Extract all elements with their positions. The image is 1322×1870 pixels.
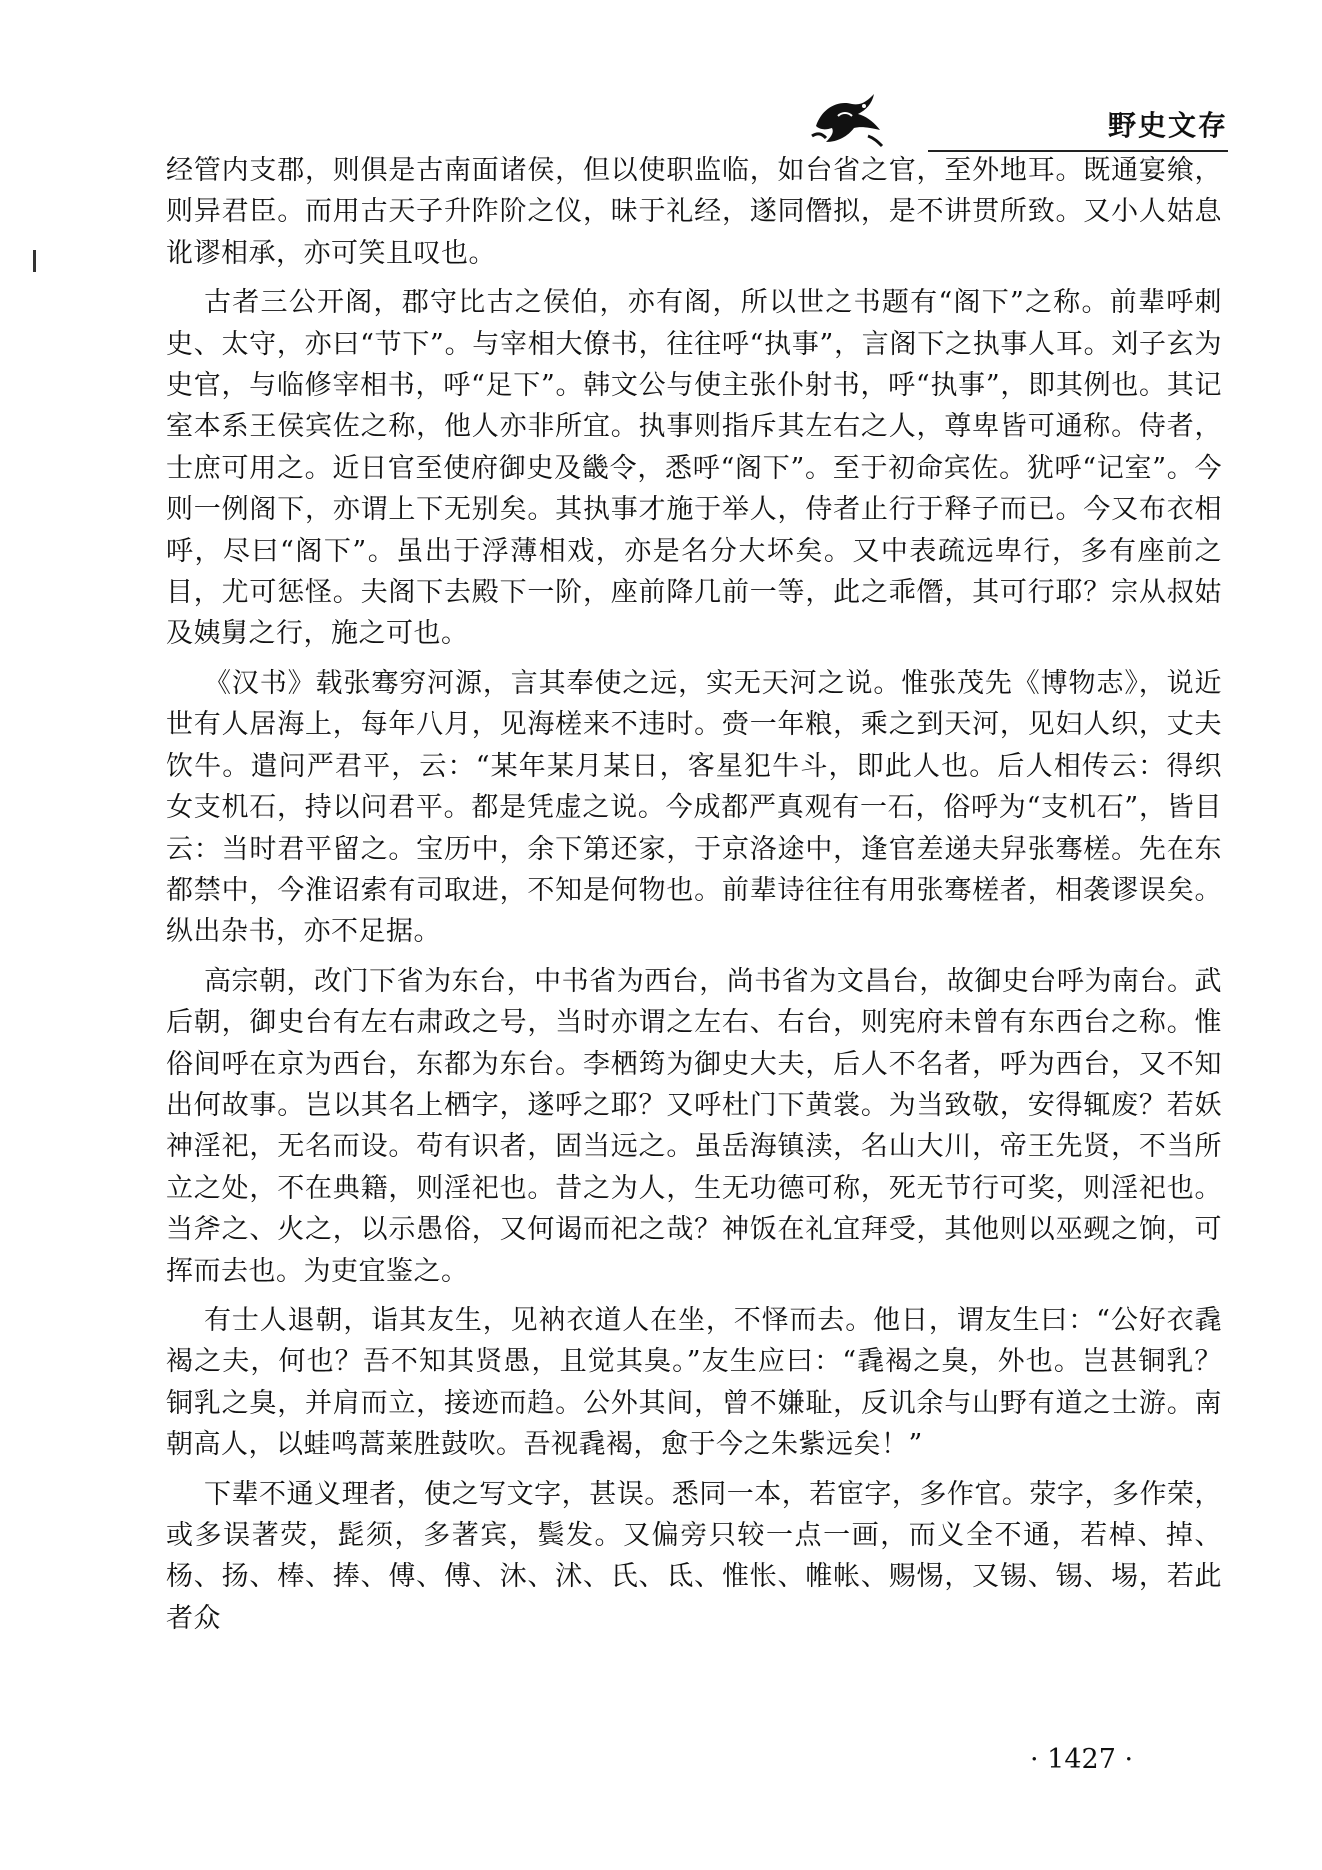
paragraph-shiren: 有士人退朝，诣其友生，见衲衣道人在坐，不怿而去。他日，谓友生曰：“公好衣毳褐之夫，何也？吾不知其贤愚，且觉其臭。”友生应曰：“毳褐之臭，外也。岂甚铜乳？铜乳之臭，并肩而立，接迹而趋。公外其间，曾不嫌耻，反讥余与山野有道之士游。南朝高人，以蛙鸣蒿莱胜鼓吹。吾视毳褐，愈于今之朱紫远矣！” [166,1304,1222,1461]
page-number: · 1427 · [1030,1744,1134,1775]
paragraph-xiabei: 下辈不通义理者，使之写文字，甚误。悉同一本，若宦字，多作官。荥字，多作荣，或多误著荧，髭须，多著宾，鬓发。又偏旁只较一点一画，而义全不通，若棹、掉、杨、扬、棒、捧、傅、傅、沐、沭、氏、氐、惟怅、帷帐、赐惕，又锡、锡、埸，若此者众 [166,1478,1222,1634]
running-header [808,86,1228,154]
paragraph-hanshu: 《汉书》载张骞穷河源，言其奉使之远，实无天河之说。惟张茂先《博物志》，说近世有人居海上，每年八月，见海槎来不违时。赍一年粮，乘之到天河，见妇人织，丈夫饮牛。遣问严君平，云：“某年某月某日，客星犯牛斗，即此人也。后人相传云：得织女支机石，持以问君平。都是凭虚之说。今成都严真观有一石，俗呼为“支机石”，皆目云：当时君平留之。宝历中，余下第还家，于京洛途中，逢官差递夫舁张骞槎。先在东都禁中，今淮诏索有司取进，不知是何物也。前辈诗往往有用张骞槎者，相袭谬误矣。纵出杂书，亦不足据。 [166,667,1222,948]
body-text [166,150,1222,1647]
scan-artifact-mark [33,250,36,272]
dragon-icon [808,86,888,150]
paragraph-gaozong: 高宗朝，改门下省为东台，中书省为西台，尚书省为文昌台，故御史台呼为南台。武后朝，御史台有左右肃政之号，当时亦谓之左右、右台，则宪府未曾有东西台之称。惟俗间呼在京为西台，东都为东台。李栖筠为御史大夫，后人不名者，呼为西台，又不知出何故事。岂以其名上栖字，遂呼之耶？又呼杜门下黄裳。为当致敬，安得辄废？若妖神淫祀，无名而设。苟有识者，固当远之。虽岳海镇渎，名山大川，帝王先贤，不当所立之处，不在典籍，则淫祀也。昔之为人，生无功德可称，死无节行可奖，则淫祀也。当斧之、火之，以示愚俗，又何谒而祀之哉？神饭在礼宜拜受，其他则以巫觋之饷，可挥而去也。为吏宜鉴之。 [166,965,1222,1287]
paragraph-continued: 经管内支郡，则俱是古南面诸侯，但以使职监临，如台省之官，至外地耳。既通宴飨，则异君臣。而用古天子升阼阶之仪，昧于礼经，遂同僭拟，是不讲贯所致。又小人姑息讹谬相承，亦可笑且叹也。 [166,155,1222,269]
header-title: 野史文存 [1107,109,1228,142]
paragraph-gexia: 古者三公开阁，郡守比古之侯伯，亦有阁，所以世之书题有“阁下”之称。前辈呼刺史、太守，亦曰“节下”。与宰相大僚书，往往呼“执事”，言阁下之执事人耳。刘子玄为史官，与临修宰相书，呼“足下”。韩文公与使主张仆射书，呼“执事”，即其例也。其记室本系王侯宾佐之称，他人亦非所宜。执事则指斥其左右之人，尊卑皆可通称。侍者，士庶可用之。近日官至使府御史及畿令，悉呼“阁下”。至于初命宾佐。犹呼“记室”。今则一例阁下，亦谓上下无别矣。其执事才施于举人，侍者止行于释子而已。今又布衣相呼，尽曰“阁下”。虽出于浮薄相戏，亦是名分大坏矣。又中表疏远卑行，多有座前之目，尤可惩怪。夫阁下去殿下一阶，座前降几前一等，此之乖僭，其可行耶？宗从叔姑及姨舅之行，施之可也。 [166,287,1222,650]
